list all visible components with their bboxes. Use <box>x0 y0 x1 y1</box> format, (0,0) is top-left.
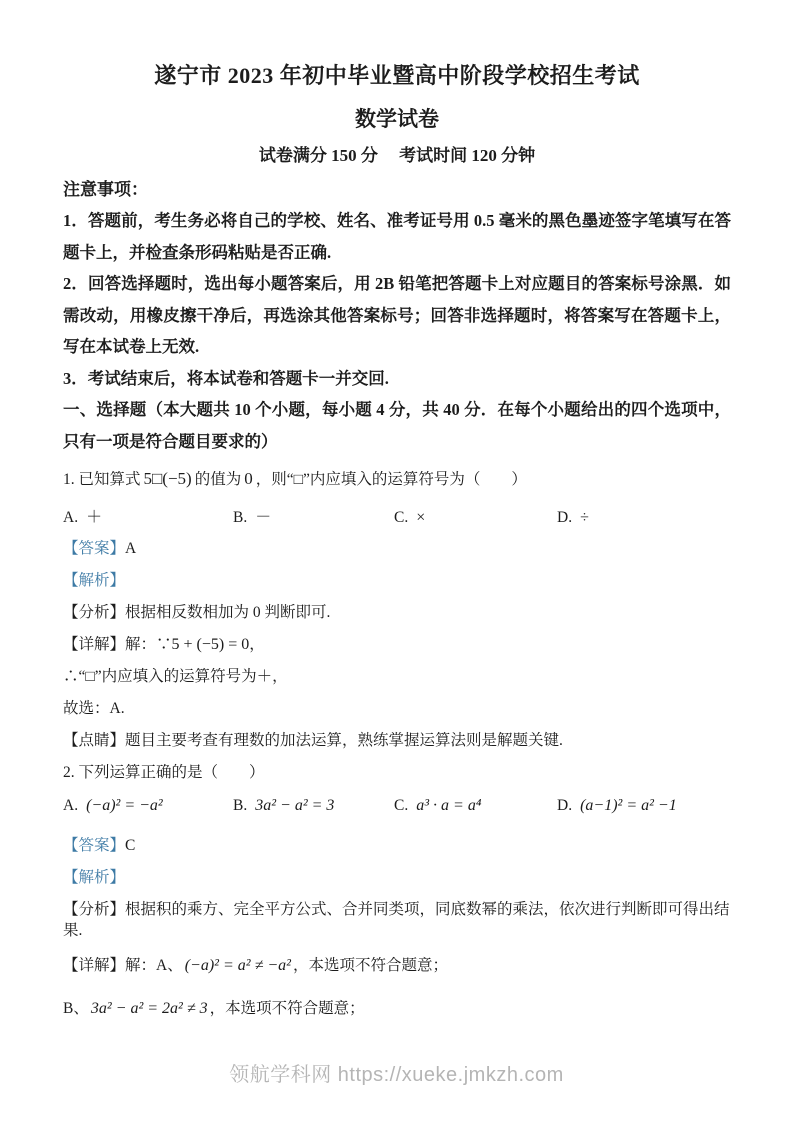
notice-item-1: 1．答题前，考生务必将自己的学校、姓名、准考证号用 0.5 毫米的黑色墨迹签字笔填写在答题卡上，并检查条形码粘贴是否正确. <box>63 211 731 262</box>
q2-option-b-formula: 3a² − a² = 3 <box>255 797 335 814</box>
exam-title: 遂宁市 2023 年初中毕业暨高中阶段学校招生考试 <box>154 63 640 88</box>
q1-stem-prefix: 1. 已知算式 <box>63 471 141 488</box>
q2-option-c-formula: a³ · a = a⁴ <box>416 797 482 814</box>
q2-detail2-prefix: B、 <box>63 1000 89 1017</box>
q2-option-c <box>394 797 557 815</box>
q1-option-b-value: － <box>255 509 272 526</box>
q1-analysis-label: 【分析】 <box>63 604 126 621</box>
q2-detail-line-1 <box>63 955 731 976</box>
q1-analysis-text: 根据相反数相加为 0 判断即可. <box>125 604 331 621</box>
q1-detail-suffix: ， <box>249 636 265 653</box>
q1-answer-label: 【答案】 <box>63 540 126 557</box>
exam-subtitle: 数学试卷 <box>355 107 439 131</box>
q2-option-d <box>557 797 731 815</box>
q1-option-c-label: C. <box>394 509 409 526</box>
q2-answer-line <box>63 835 731 856</box>
q2-analysis-line <box>63 899 731 941</box>
section-heading: 一、选择题（本大题共 10 个小题，每小题 4 分，共 40 分．在每个小题给出的四个选项中，只有一项是符合题目要求的） <box>63 400 731 451</box>
q1-stem-value: 0 <box>244 469 253 488</box>
q1-stem-mid: 的值为 <box>194 471 242 488</box>
q2-option-c-label: C. <box>394 797 409 814</box>
q2-jiexi-label: 【解析】 <box>63 869 126 886</box>
q1-detail-formula: 5 + (−5) = 0 <box>171 636 250 653</box>
q1-option-d <box>557 509 731 527</box>
q2-analysis-label: 【分析】 <box>63 901 126 918</box>
notice-heading: 注意事项： <box>63 180 148 199</box>
q2-detail2-formula: 3a² − a² = 2a² ≠ 3 <box>90 1000 208 1017</box>
exam-meta: 试卷满分 150 分 考试时间 120 分钟 <box>258 146 536 165</box>
q1-detail-prefix: 解：∵ <box>125 636 172 653</box>
q2-option-b-label: B. <box>233 797 248 814</box>
q1-detail-line-1 <box>63 634 731 655</box>
q1-analysis-line <box>63 602 731 623</box>
q1-answer-value: A <box>125 540 137 557</box>
watermark: 领航学科网 https://xueke.jmkzh.com <box>229 1064 564 1086</box>
q1-detail-line-2: ∴“□”内应填入的运算符号为＋， <box>63 668 288 685</box>
q2-option-d-formula: (a−1)² = a² −1 <box>580 797 677 814</box>
q2-option-d-label: D. <box>557 797 573 814</box>
q2-option-b <box>233 797 394 815</box>
q1-jiexi-label: 【解析】 <box>63 572 126 589</box>
q1-option-d-label: D. <box>557 509 573 526</box>
q2-detail-label: 【详解】 <box>63 957 126 974</box>
q1-dianjing-line <box>63 730 731 751</box>
q2-options <box>63 797 731 815</box>
q1-option-b-label: B. <box>233 509 248 526</box>
q2-option-a <box>63 797 233 815</box>
q2-detail1-suffix: ，本选项不符合题意； <box>292 957 448 974</box>
q2-detail1-prefix: 解：A、 <box>125 957 183 974</box>
q1-option-c-value: × <box>416 509 426 526</box>
q2-answer-label: 【答案】 <box>63 837 126 854</box>
q1-option-a <box>63 504 233 527</box>
notice-item-3: 3．考试结束后，将本试卷和答题卡一并交回. <box>63 368 389 388</box>
q1-answer-line <box>63 538 731 559</box>
q2-detail1-formula: (−a)² = a² ≠ −a² <box>184 957 291 974</box>
q1-detail-line-3: 故选：A. <box>63 700 125 717</box>
q1-option-a-value: ＋ <box>86 509 103 526</box>
q1-jiexi-line <box>63 570 731 591</box>
q1-stem <box>63 467 731 492</box>
q1-detail-label: 【详解】 <box>63 636 126 653</box>
q1-stem-suffix: ，则“□”内应填入的运算符号为（ ） <box>255 471 527 488</box>
q2-answer-value: C <box>125 837 136 854</box>
q1-option-a-label: A. <box>63 509 79 526</box>
q2-analysis-text: 根据积的乘方、完全平方公式、合并同类项，同底数幂的乘法，依次进行判断即可得出结果. <box>63 901 730 939</box>
q2-option-a-label: A. <box>63 797 79 814</box>
q1-option-c <box>394 509 557 527</box>
q1-dianjing-label: 【点睛】 <box>63 732 126 749</box>
q2-jiexi-line <box>63 867 731 888</box>
q1-stem-formula: 5□(−5) <box>143 469 192 488</box>
q2-detail-line-2 <box>63 998 731 1019</box>
q2-detail2-suffix: ，本选项不符合题意； <box>209 1000 365 1017</box>
q2-stem: 2. 下列运算正确的是（ ） <box>63 764 265 781</box>
q1-options <box>63 504 731 527</box>
q2-option-a-formula: (−a)² = −a² <box>86 797 163 814</box>
notice-item-2: 2．回答选择题时，选出每小题答案后，用 2B 铅笔把答题卡上对应题目的答案标号涂黑．如需改动，用橡皮擦干净后，再选涂其他答案标号；回答非选择题时，将答案写在答题卡上，写在本试卷上无效. <box>63 274 731 356</box>
q1-option-b <box>233 504 394 527</box>
q1-dianjing-text: 题目主要考查有理数的加法运算，熟练掌握运算法则是解题关键. <box>125 732 563 749</box>
q1-option-d-value: ÷ <box>580 509 589 526</box>
